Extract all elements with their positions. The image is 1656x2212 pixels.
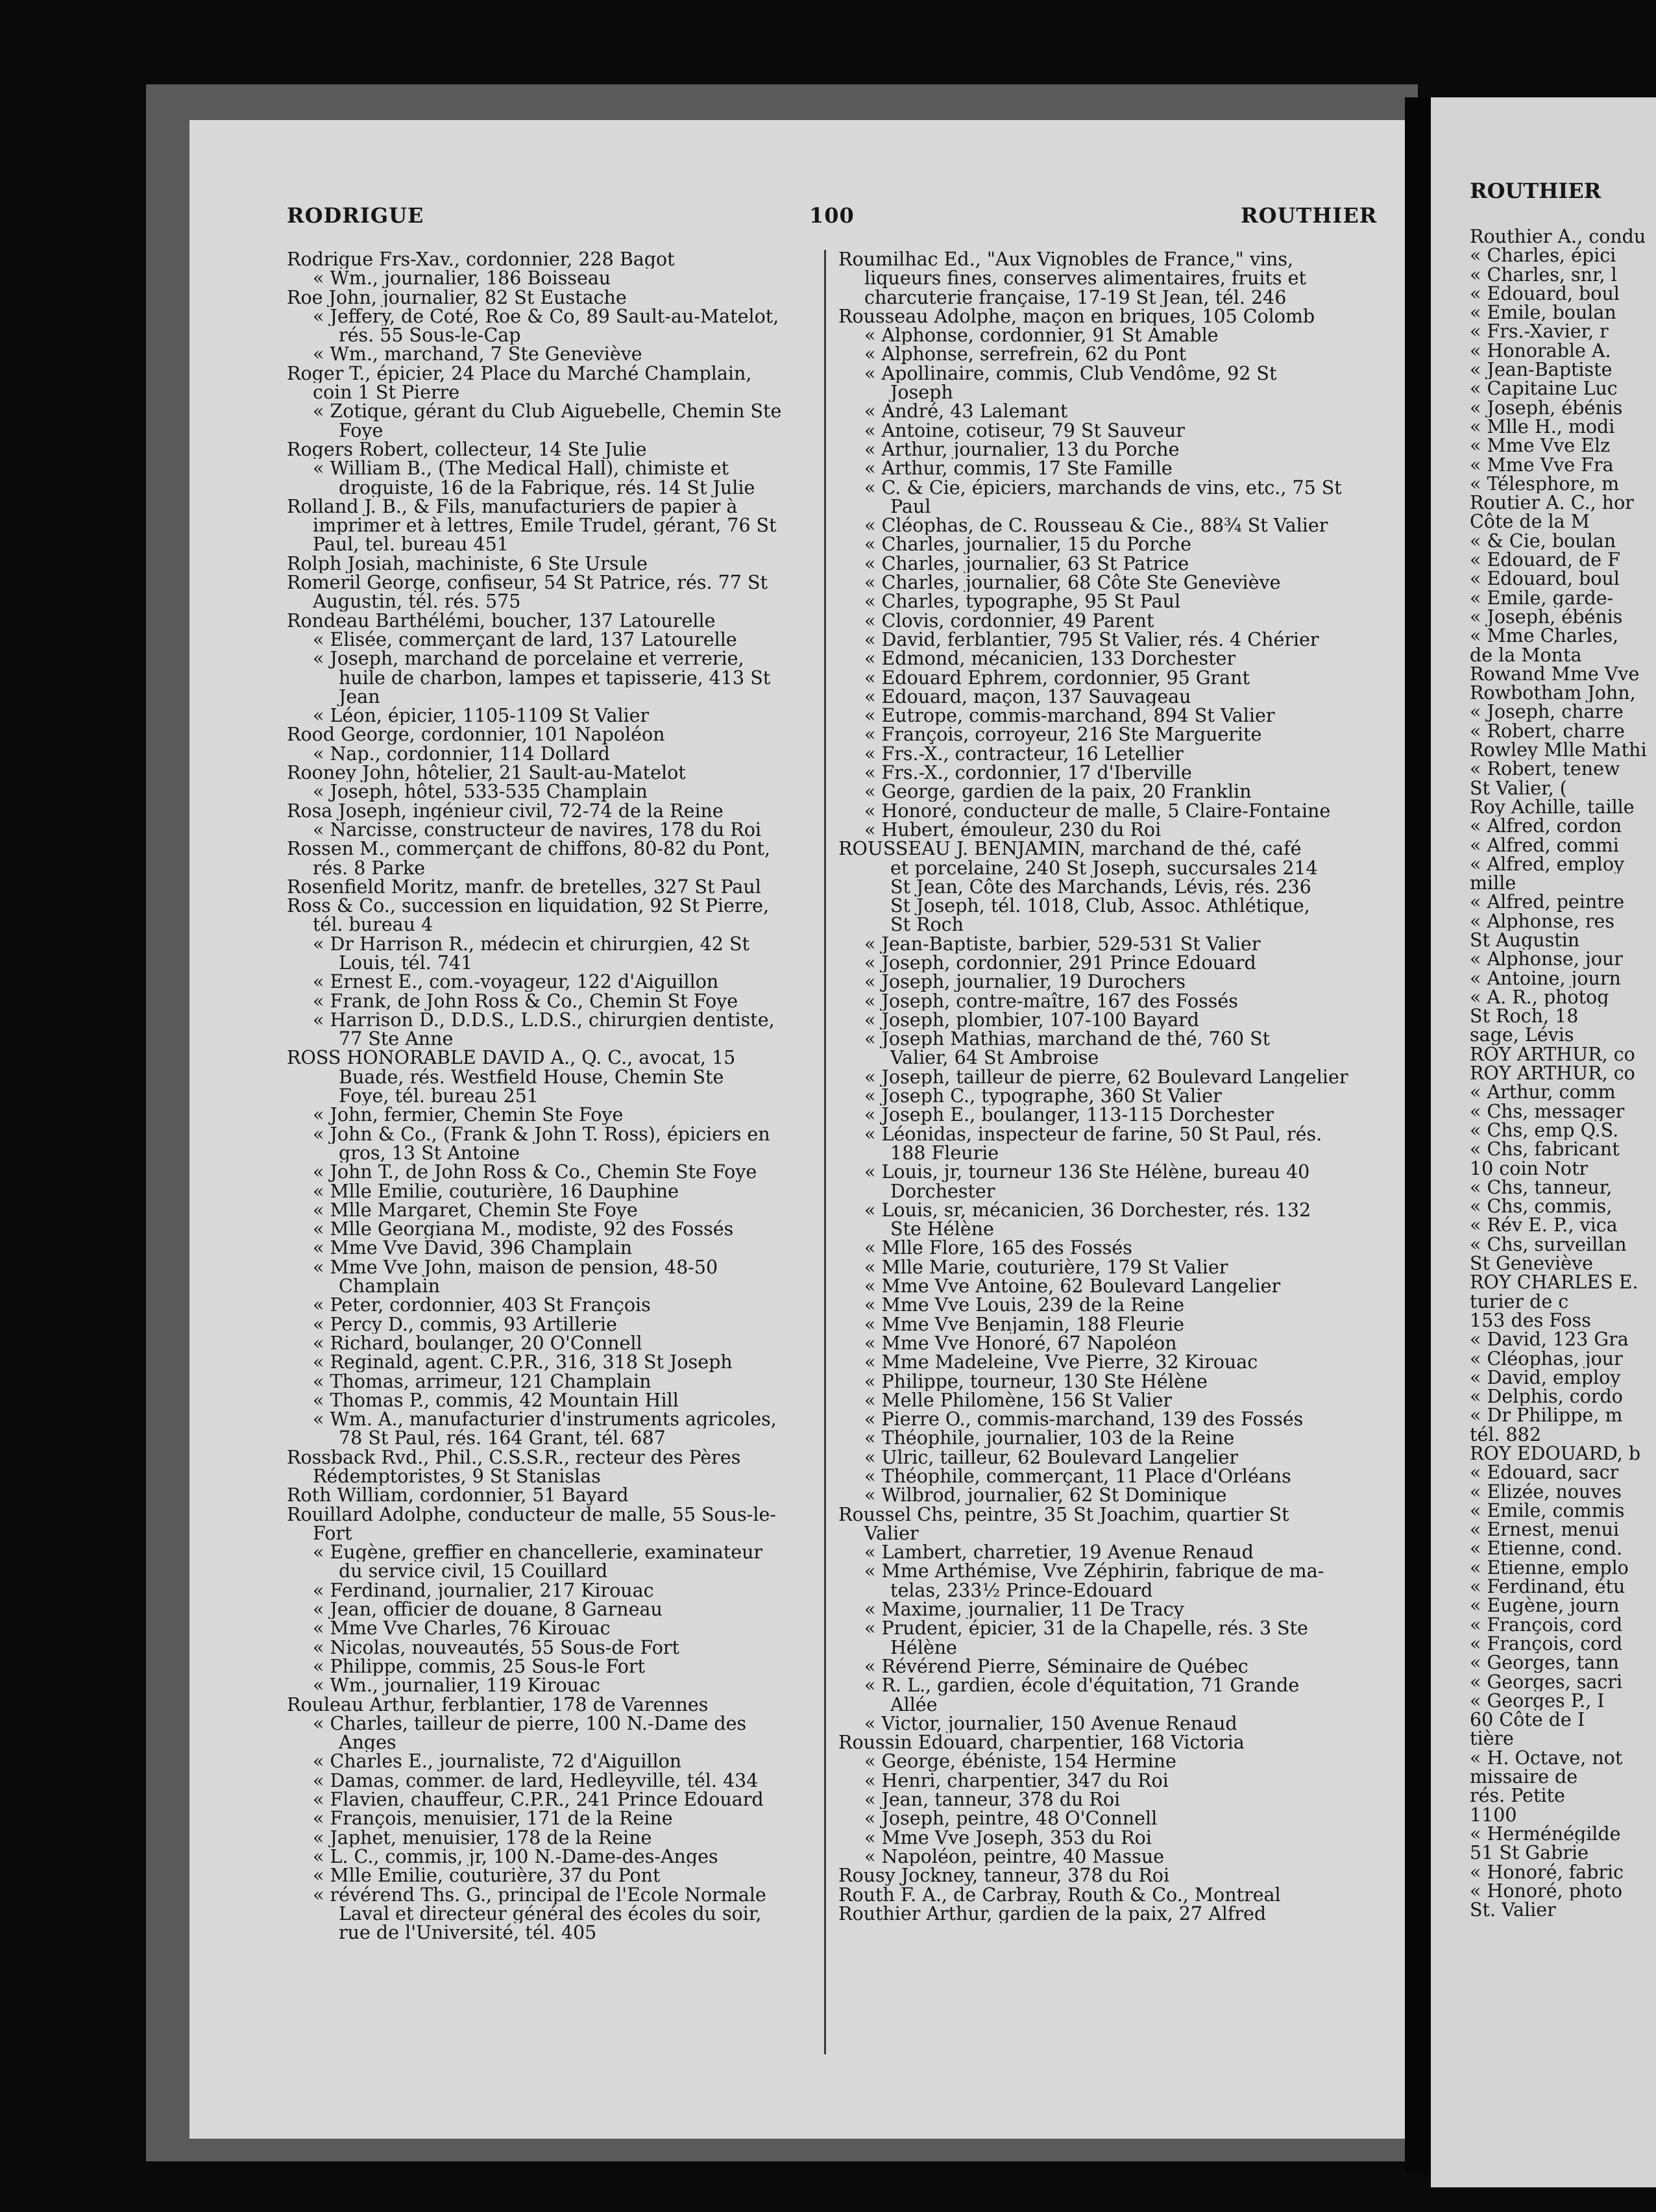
directory-entry: « Louis, jr, tourneur 136 Ste Hélène, bureau 40 — [864, 1162, 1310, 1182]
directory-entry: 10 coin Notr — [1470, 1159, 1589, 1178]
directory-entry: Routh F. A., de Carbray, Routh & Co., Montreal — [838, 1885, 1281, 1904]
directory-entry: « Joseph, contre-maître, 167 des Fossés — [864, 991, 1238, 1011]
directory-entry: « Chs, commis, — [1470, 1197, 1613, 1216]
directory-entry: « John & Co., (Frank & John T. Ross), épiciers en — [313, 1124, 770, 1144]
directory-entry: rés. 8 Parke — [313, 858, 426, 878]
directory-entry: « Victor, journalier, 150 Avenue Renaud — [864, 1714, 1237, 1734]
directory-entry: Rédemptoristes, 9 St Stanislas — [313, 1467, 601, 1486]
directory-entry: « Elizée, nouves — [1470, 1482, 1622, 1501]
directory-entry: « David, 123 Gra — [1470, 1330, 1629, 1349]
directory-entry: « Charles, journalier, 68 Côte Ste Geneviève — [864, 573, 1281, 593]
directory-entry: « Georges P., I — [1470, 1691, 1605, 1711]
directory-entry: sage, Lévis — [1470, 1026, 1574, 1045]
directory-entry: Rowand Mme Vve — [1470, 664, 1640, 684]
directory-entry: Valier — [864, 1523, 919, 1543]
directory-entry: « Mlle Emilie, couturière, 37 du Pont — [313, 1866, 661, 1886]
directory-entry: « Edouard, sacr — [1470, 1463, 1619, 1482]
directory-entry: Rossen M., commerçant de chiffons, 80-82 du Pont, — [287, 839, 771, 859]
directory-entry: Roy Achille, taille — [1470, 797, 1635, 817]
directory-entry: « Georges, sacri — [1470, 1672, 1623, 1691]
directory-entry: « révérend Ths. G., principal de l'Ecole Normale — [313, 1885, 766, 1904]
next-page-fragment — [1431, 97, 1656, 2187]
directory-entry: « Wm., journalier, 186 Boisseau — [313, 269, 611, 288]
directory-entry: Rolph Josiah, machiniste, 6 Ste Ursule — [287, 554, 648, 574]
directory-entry: « Flavien, chauffeur, C.P.R., 241 Prince Edouard — [313, 1790, 764, 1810]
directory-entry: « Chs, emp Q.S. — [1470, 1120, 1619, 1140]
directory-entry: huile de charbon, lampes et tapisserie, 413 St — [339, 668, 771, 687]
directory-entry: « Louis, sr, mécanicien, 36 Dorchester, rés. 132 — [864, 1200, 1311, 1220]
directory-entry: Dorchester — [890, 1181, 995, 1201]
directory-entry: 51 St Gabrie — [1470, 1843, 1589, 1863]
directory-entry: « Jean-Baptiste, barbier, 529-531 St Valier — [864, 934, 1261, 953]
directory-entry: « George, ébéniste, 154 Hermine — [864, 1752, 1176, 1771]
directory-entry: « Théophile, commerçant, 11 Place d'Orléans — [864, 1467, 1291, 1486]
directory-entry: missaire de — [1470, 1767, 1578, 1787]
directory-entry: « Etienne, emplo — [1470, 1558, 1629, 1578]
directory-entry: « Arthur, comm — [1470, 1083, 1616, 1102]
directory-entry: Ross & Co., succession en liquidation, 92 St Pierre, — [287, 896, 770, 916]
directory-entry: « Léonidas, inspecteur de farine, 50 St Paul, rés. — [864, 1124, 1322, 1144]
directory-entry: Fort — [313, 1523, 352, 1543]
directory-entry: « Etienne, cond. — [1470, 1539, 1623, 1558]
directory-entry: « Mlle Marie, couturière, 179 St Valier — [864, 1257, 1228, 1277]
directory-entry: « Reginald, agent. C.P.R., 316, 318 St Joseph — [313, 1353, 733, 1372]
directory-entry: Jean — [339, 687, 380, 707]
directory-entry: « & Cie, boulan — [1470, 531, 1616, 551]
directory-entry: « Alphonse, res — [1470, 911, 1615, 931]
directory-entry: « Jeffery, de Coté, Roe & Co, 89 Sault-au-Matelot, — [313, 306, 779, 326]
directory-entry: « Mme Arthémise, Vve Zéphirin, fabrique de ma- — [864, 1562, 1324, 1581]
directory-entry: « Arthur, commis, 17 Ste Famille — [864, 459, 1173, 478]
directory-entry: « Joseph, charre — [1470, 702, 1624, 722]
directory-entry: Roussel Chs, peintre, 35 St Joachim, quartier St — [838, 1505, 1289, 1524]
directory-entry: « H. Octave, not — [1470, 1748, 1623, 1768]
directory-entry: « Edouard, maçon, 137 Sauvageau — [864, 687, 1191, 707]
directory-entry: « Alphonse, cordonnier, 91 St Amable — [864, 326, 1219, 345]
directory-entry: ROY ARTHUR, co — [1470, 1044, 1635, 1064]
directory-entry: « François, cord — [1470, 1634, 1623, 1654]
directory-entry: « Alfred, commi — [1470, 835, 1619, 855]
directory-entry: Joseph — [890, 383, 953, 402]
directory-entry: « Joseph E., boulanger, 113-115 Dorchester — [864, 1105, 1274, 1125]
directory-entry: Laval et directeur général des écoles du soir, — [339, 1904, 762, 1924]
directory-entry: « David, employ — [1470, 1368, 1621, 1388]
directory-entry: Rouleau Arthur, ferblantier, 178 de Varennes — [287, 1695, 709, 1714]
directory-page — [189, 120, 1409, 2139]
directory-entry: « Eugène, greffier en chancellerie, examinateur — [313, 1543, 763, 1562]
directory-entry: Roussin Edouard, charpentier, 168 Victoria — [838, 1733, 1245, 1752]
directory-entry: « Edouard, boul — [1470, 569, 1620, 589]
directory-entry: « Ernest E., com.-voyageur, 122 d'Aiguillon — [313, 972, 719, 992]
directory-entry: « Jean, tanneur, 378 du Roi — [864, 1790, 1121, 1810]
directory-entry: « Cléophas, de C. Rousseau & Cie., 88¾ St Valier — [864, 516, 1328, 535]
directory-entry: « Joseph C., typographe, 360 St Valier — [864, 1087, 1222, 1106]
directory-entry: « Joseph, ébénis — [1470, 398, 1623, 417]
directory-entry: « Joseph, marchand de porcelaine et verrerie, — [313, 649, 744, 669]
directory-entry: charcuterie française, 17-19 St Jean, tél. 246 — [864, 288, 1287, 307]
directory-entry: « Théophile, journalier, 103 de la Reine — [864, 1429, 1235, 1448]
directory-entry: Rossback Rvd., Phil., C.S.S.R., recteur des Pères — [287, 1447, 741, 1467]
directory-entry: « Apollinaire, commis, Club Vendôme, 92 St — [864, 363, 1277, 384]
directory-entry: Roger T., épicier, 24 Place du Marché Champlain, — [287, 363, 752, 384]
directory-entry: de la Monta — [1470, 645, 1582, 665]
directory-entry: « Eugène, journ — [1470, 1596, 1620, 1616]
directory-entry: Rowley Mlle Mathi — [1470, 741, 1647, 760]
directory-entry: Foye — [339, 421, 384, 440]
directory-entry: « Alfred, peintre — [1470, 892, 1625, 912]
directory-entry: Rondeau Barthélémi, boucher, 137 Latourelle — [287, 611, 716, 630]
directory-entry: « Joseph, journalier, 19 Durochers — [864, 972, 1186, 992]
directory-entry: « François, corroyeur, 216 Ste Marguerite — [864, 725, 1262, 744]
next-page-column — [1470, 227, 1656, 1919]
directory-entry: « Alphonse, serrefrein, 62 du Pont — [864, 345, 1187, 364]
directory-entry: « Wm., marchand, 7 Ste Geneviève — [313, 345, 642, 364]
directory-entry: « Rév E. P., vica — [1470, 1216, 1618, 1235]
directory-entry: St Geneviève — [1470, 1254, 1593, 1273]
directory-entry: Rolland J. B., & Fils, manufacturiers de papier à — [287, 497, 738, 517]
directory-entry: « François, menuisier, 171 de la Reine — [313, 1809, 673, 1828]
directory-entry: « Joseph, peintre, 48 O'Connell — [864, 1809, 1158, 1828]
directory-entry: « Dr Philippe, m — [1470, 1406, 1623, 1425]
directory-entry: « Pierre O., commis-marchand, 139 des Fossés — [864, 1410, 1304, 1429]
directory-entry: « André, 43 Lalemant — [864, 402, 1068, 421]
directory-entry: « Edouard, de F — [1470, 550, 1620, 570]
directory-entry: « Honorable A. — [1470, 341, 1611, 361]
directory-entry: « Joseph Mathias, marchand de thé, 760 St — [864, 1029, 1271, 1049]
directory-entry: « Joseph, tailleur de pierre, 62 Boulevard Langelier — [864, 1067, 1348, 1087]
directory-entry: « Richard, boulanger, 20 O'Connell — [313, 1333, 642, 1353]
directory-entry: « Eutrope, commis-marchand, 894 St Valier — [864, 706, 1275, 726]
directory-entry: St Augustin — [1470, 930, 1580, 950]
directory-entry: « Mme Vve Joseph, 353 du Roi — [864, 1828, 1152, 1847]
directory-entry: « John, fermier, Chemin Ste Foye — [313, 1105, 624, 1125]
directory-entry: Paul, tel. bureau 451 — [313, 535, 509, 554]
directory-entry: « Wm., journalier, 119 Kirouac — [313, 1676, 600, 1695]
directory-entry: « Honoré, photo — [1470, 1881, 1622, 1901]
directory-entry: « Mlle Margaret, Chemin Ste Foye — [313, 1200, 638, 1220]
directory-entry: ROSS HONORABLE DAVID A., Q. C., avocat, 15 — [287, 1048, 736, 1068]
directory-entry: « Joseph, cordonnier, 291 Prince Edouard — [864, 953, 1256, 973]
directory-entry: « Charles, typographe, 95 St Paul — [864, 592, 1181, 611]
directory-entry: « Chs, messager — [1470, 1101, 1625, 1121]
directory-entry: « Cléophas, jour — [1470, 1349, 1623, 1368]
directory-entry: « Nap., cordonnier, 114 Dollard — [313, 744, 610, 764]
directory-entry: « Emile, boulan — [1470, 303, 1616, 323]
directory-entry: « Télesphore, m — [1470, 474, 1620, 494]
directory-entry: « Mme Vve Louis, 239 de la Reine — [864, 1296, 1184, 1315]
directory-entry: « Nicolas, nouveautés, 55 Sous-de Fort — [313, 1638, 680, 1657]
directory-entry: ROY EDOUARD, b — [1470, 1444, 1641, 1464]
directory-entry: « Charles, tailleur de pierre, 100 N.-Dame des — [313, 1714, 747, 1734]
directory-entry: « Honoré, conducteur de malle, 5 Claire-Fontaine — [864, 801, 1331, 820]
directory-entry: « Percy D., commis, 93 Artillerie — [313, 1314, 617, 1334]
directory-entry: Rooney John, hôtelier, 21 Sault-au-Matelot — [287, 763, 686, 783]
directory-entry: « C. & Cie, épiciers, marchands de vins, etc., 75 St — [864, 478, 1342, 497]
directory-entry: « Emile, commis — [1470, 1501, 1625, 1521]
directory-entry: « Mme Vve Benjamin, 188 Fleurie — [864, 1314, 1185, 1334]
directory-entry: imprimer et à lettres, Emile Trudel, gérant, 76 St — [313, 516, 777, 535]
directory-entry: turier de c — [1470, 1292, 1569, 1311]
directory-entry: « R. L., gardien, école d'équitation, 71 Grande — [864, 1676, 1300, 1695]
directory-entry: Rousseau Adolphe, maçon en briques, 105 Colomb — [838, 306, 1315, 326]
directory-entry: Routhier A., condu — [1470, 227, 1646, 247]
directory-entry: « Damas, commer. de lard, Hedleyville, tél. 434 — [313, 1771, 759, 1791]
directory-entry: du service civil, 15 Couillard — [339, 1562, 608, 1581]
directory-entry: « Frs.-Xavier, r — [1470, 322, 1609, 341]
directory-entry: « Révérend Pierre, Séminaire de Québec — [864, 1656, 1248, 1677]
directory-entry: Roe John, journalier, 82 St Eustache — [287, 288, 627, 307]
directory-entry: « Léon, épicier, 1105-1109 St Valier — [313, 706, 650, 726]
directory-entry: « George, gardien de la paix, 20 Franklin — [864, 782, 1252, 802]
directory-entry: Ste Hélène — [890, 1220, 994, 1239]
directory-entry: Roumilhac Ed., "Aux Vignobles de France," vins, — [838, 250, 1294, 269]
directory-entry: Routhier Arthur, gardien de la paix, 27 Alfred — [838, 1904, 1267, 1924]
directory-entry: « Charles, épici — [1470, 246, 1616, 265]
running-head-left: RODRIGUE — [287, 203, 424, 228]
directory-entry: 60 Côte de I — [1470, 1710, 1585, 1730]
directory-entry: « Lambert, charretier, 19 Avenue Renaud — [864, 1543, 1254, 1562]
directory-entry: 153 des Foss — [1470, 1310, 1591, 1331]
directory-entry: « Charles E., journaliste, 72 d'Aiguillon — [313, 1752, 682, 1771]
directory-entry: Buade, rés. Westfield House, Chemin Ste — [339, 1067, 724, 1087]
directory-entry: « Alphonse, jour — [1470, 950, 1623, 969]
directory-entry: Foye, tél. bureau 251 — [339, 1087, 539, 1106]
directory-entry: Rogers Robert, collecteur, 14 Ste Julie — [287, 439, 647, 460]
directory-entry: « Emile, garde- — [1470, 588, 1614, 608]
directory-entry: « Henri, charpentier, 347 du Roi — [864, 1771, 1169, 1791]
left-column — [287, 250, 825, 1942]
column-divider — [824, 250, 826, 2054]
directory-entry: « Clovis, cordonnier, 49 Parent — [864, 611, 1154, 630]
directory-entry: « Delphis, cordo — [1470, 1387, 1623, 1407]
directory-entry: tél. 882 — [1470, 1425, 1541, 1444]
directory-entry: « Alfred, cordon — [1470, 817, 1622, 836]
directory-entry: Rowbotham John, — [1470, 683, 1636, 703]
directory-entry: Rousy Jockney, tanneur, 378 du Roi — [838, 1866, 1170, 1886]
directory-entry: « Ferdinand, étu — [1470, 1577, 1626, 1597]
directory-entry: « Ulric, tailleur, 62 Boulevard Langelier — [864, 1447, 1238, 1467]
directory-entry: « Thomas P., commis, 42 Mountain Hill — [313, 1390, 679, 1410]
directory-entry: « Chs, fabricant — [1470, 1140, 1620, 1159]
directory-entry: « Mme Vve David, 396 Champlain — [313, 1238, 633, 1258]
directory-entry: « Narcisse, constructeur de navires, 178 du Roi — [313, 820, 762, 840]
directory-entry: « Elisée, commerçant de lard, 137 Latourelle — [313, 630, 737, 650]
directory-entry: « Wm. A., manufacturier d'instruments agricoles, — [313, 1410, 777, 1429]
directory-entry: « Mme Charles, — [1470, 626, 1619, 646]
directory-entry: « Georges, tann — [1470, 1653, 1619, 1673]
directory-entry: Valier, 64 St Ambroise — [890, 1048, 1099, 1068]
directory-entry: « Mme Vve Charles, 76 Kirouac — [313, 1619, 611, 1638]
directory-entry: « Mme Madeleine, Vve Pierre, 32 Kirouac — [864, 1353, 1258, 1372]
directory-entry: « Edouard, boul — [1470, 284, 1620, 304]
directory-entry: « Frank, de John Ross & Co., Chemin St Foye — [313, 991, 738, 1011]
directory-entry: et porcelaine, 240 St Joseph, succursales 214 — [890, 858, 1318, 878]
directory-entry: « Hubert, émouleur, 230 du Roi — [864, 820, 1162, 840]
directory-entry: Routier A. C., hor — [1470, 493, 1634, 513]
next-running-head: ROUTHIER — [1470, 178, 1601, 203]
directory-entry: Rosenfield Moritz, manfr. de bretelles, 327 St Paul — [287, 877, 761, 897]
directory-entry: rue de l'Université, tél. 405 — [339, 1923, 597, 1943]
directory-entry: « François, cord — [1470, 1615, 1623, 1634]
directory-entry: Hélène — [890, 1638, 957, 1657]
directory-entry: mille — [1470, 874, 1516, 893]
directory-entry: « Edouard Ephrem, cordonnier, 95 Grant — [864, 668, 1250, 687]
directory-entry: « Robert, tenew — [1470, 759, 1620, 779]
directory-entry: Rouillard Adolphe, conducteur de malle, 55 Sous-le- — [287, 1505, 776, 1524]
directory-entry: « Joseph, plombier, 107-100 Bayard — [864, 1010, 1200, 1030]
directory-entry: « A. R., photog — [1470, 987, 1609, 1007]
directory-entry: droguiste, 16 de la Fabrique, rés. 14 St Julie — [339, 478, 755, 497]
directory-entry: « Mme Vve Fra — [1470, 455, 1614, 474]
directory-entry: « Ferdinand, journalier, 217 Kirouac — [313, 1580, 654, 1601]
directory-entry: « William B., (The Medical Hall), chimiste et — [313, 459, 729, 478]
directory-entry: « Dr Harrison R., médecin et chirurgien, 42 St — [313, 934, 749, 953]
running-head-right: ROUTHIER — [1241, 203, 1378, 228]
directory-entry: coin 1 St Pierre — [313, 383, 460, 402]
directory-entry: 77 Ste Anne — [339, 1029, 454, 1049]
directory-entry: « Joseph, ébénis — [1470, 607, 1623, 627]
directory-entry: « Mlle Georgiana M., modiste, 92 des Fossés — [313, 1220, 734, 1239]
directory-entry: « Mme Vve Honoré, 67 Napoléon — [864, 1333, 1177, 1353]
directory-entry: 188 Fleurie — [890, 1143, 999, 1163]
directory-entry: « Honoré, fabric — [1470, 1862, 1624, 1882]
directory-entry: 78 St Paul, rés. 164 Grant, tél. 687 — [339, 1429, 666, 1448]
directory-entry: « Chs, surveillan — [1470, 1235, 1627, 1255]
directory-entry: rés. 55 Sous-le-Cap — [339, 326, 521, 345]
directory-entry: Champlain — [339, 1277, 440, 1296]
directory-entry: Côte de la M — [1470, 512, 1590, 532]
directory-entry: « Mme Vve Antoine, 62 Boulevard Langelier — [864, 1277, 1281, 1296]
directory-entry: liqueurs fines, conserves alimentaires, fruits et — [864, 269, 1306, 288]
directory-entry: « David, ferblantier, 795 St Valier, rés. 4 Chérier — [864, 630, 1319, 650]
directory-entry: « Maxime, journalier, 11 De Tracy — [864, 1600, 1184, 1619]
directory-entry: « Charles, journalier, 63 St Patrice — [864, 554, 1189, 574]
directory-entry: St Roch, 18 — [1470, 1007, 1579, 1026]
directory-entry: « Ernest, menui — [1470, 1520, 1620, 1540]
directory-entry: « Wilbrod, journalier, 62 St Dominique — [864, 1486, 1227, 1505]
directory-entry: « Joseph, hôtel, 533-535 Champlain — [313, 782, 648, 802]
directory-entry: « Napoléon, peintre, 40 Massue — [864, 1847, 1165, 1867]
directory-entry: Romeril George, confiseur, 54 St Patrice, rés. 77 St — [287, 573, 768, 593]
directory-entry: Rosa Joseph, ingénieur civil, 72-74 de la Reine — [287, 801, 724, 820]
directory-entry: telas, 233½ Prince-Edouard — [890, 1580, 1153, 1601]
directory-entry: « Antoine, cotiseur, 79 St Sauveur — [864, 421, 1185, 440]
directory-entry: « Zotique, gérant du Club Aiguebelle, Chemin Ste — [313, 402, 782, 421]
directory-entry: « Capitaine Luc — [1470, 379, 1618, 399]
directory-entry: « Frs.-X., contracteur, 16 Letellier — [864, 744, 1184, 764]
directory-entry: « Mme Vve Elz — [1470, 436, 1611, 456]
directory-entry: « Mme Vve John, maison de pension, 48-50 — [313, 1257, 718, 1277]
directory-entry: St. Valier — [1470, 1900, 1556, 1920]
directory-entry: St Joseph, tél. 1018, Club, Assoc. Athlétique, — [890, 896, 1310, 916]
directory-entry: « Melle Philomène, 156 St Valier — [864, 1390, 1173, 1410]
directory-entry: « Harrison D., D.D.S., L.D.S., chirurgien dentiste, — [313, 1010, 775, 1030]
directory-entry: tél. bureau 4 — [313, 915, 433, 935]
directory-entry: Roth William, cordonnier, 51 Bayard — [287, 1486, 629, 1505]
directory-entry: ROY CHARLES E. — [1470, 1273, 1638, 1292]
directory-entry: Rodrigue Frs-Xav., cordonnier, 228 Bagot — [287, 250, 675, 269]
directory-entry: « Robert, charre — [1470, 721, 1625, 741]
directory-entry: « Edmond, mécanicien, 133 Dorchester — [864, 649, 1236, 669]
page-number: 100 — [809, 203, 855, 228]
directory-entry: « Thomas, arrimeur, 121 Champlain — [313, 1371, 651, 1391]
directory-entry: Augustin, tél. rés. 575 — [313, 592, 521, 611]
directory-entry: Paul — [890, 497, 931, 517]
directory-entry: St Valier, ( — [1470, 778, 1567, 798]
directory-entry: « Arthur, journalier, 13 du Porche — [864, 439, 1180, 460]
right-column — [838, 250, 1396, 1923]
directory-entry: « Japhet, menuisier, 178 de la Reine — [313, 1828, 652, 1847]
directory-entry: « Philippe, commis, 25 Sous-le Fort — [313, 1656, 645, 1677]
directory-entry: ROY ARTHUR, co — [1470, 1064, 1635, 1083]
directory-entry: « Charles, journalier, 15 du Porche — [864, 535, 1191, 554]
directory-entry: « Peter, cordonnier, 403 St François — [313, 1296, 651, 1315]
directory-entry: « Antoine, journ — [1470, 968, 1621, 988]
binding-gutter — [1405, 97, 1434, 2174]
directory-entry: Louis, tél. 741 — [339, 953, 473, 973]
directory-entry: tière — [1470, 1729, 1514, 1749]
directory-entry: « Herménégilde — [1470, 1824, 1621, 1844]
directory-entry: « Prudent, épicier, 31 de la Chapelle, rés. 3 Ste — [864, 1619, 1308, 1638]
directory-entry: ROUSSEAU J. BENJAMIN, marchand de thé, café — [838, 839, 1302, 859]
directory-entry: « Jean-Baptiste — [1470, 360, 1613, 380]
directory-entry: « Alfred, employ — [1470, 854, 1625, 874]
directory-entry: « John T., de John Ross & Co., Chemin Ste Foye — [313, 1162, 757, 1182]
directory-entry: « Charles, snr, l — [1470, 265, 1617, 284]
directory-entry: gros, 13 St Antoine — [339, 1143, 520, 1163]
directory-entry: « Mlle Flore, 165 des Fossés — [864, 1238, 1132, 1258]
directory-entry: Anges — [339, 1733, 396, 1752]
directory-entry: Rood George, cordonnier, 101 Napoléon — [287, 725, 665, 744]
directory-entry: « Frs.-X., cordonnier, 17 d'Iberville — [864, 763, 1192, 783]
directory-entry: « Jean, officier de douane, 8 Garneau — [313, 1600, 663, 1619]
directory-entry: rés. Petite — [1470, 1786, 1565, 1806]
directory-entry: « Mlle H., modi — [1470, 417, 1615, 437]
directory-entry: 1100 — [1470, 1805, 1517, 1825]
directory-entry: « Mlle Emilie, couturière, 16 Dauphine — [313, 1181, 679, 1201]
directory-entry: St Jean, Côte des Marchands, Lévis, rés. 236 — [890, 877, 1311, 897]
directory-entry: St Roch — [890, 915, 964, 935]
directory-entry: « Philippe, tourneur, 130 Ste Hélène — [864, 1371, 1208, 1391]
directory-entry: « L. C., commis, jr, 100 N.-Dame-des-Anges — [313, 1847, 718, 1867]
directory-entry: « Chs, tanneur, — [1470, 1177, 1613, 1198]
directory-entry: Allée — [890, 1695, 938, 1714]
